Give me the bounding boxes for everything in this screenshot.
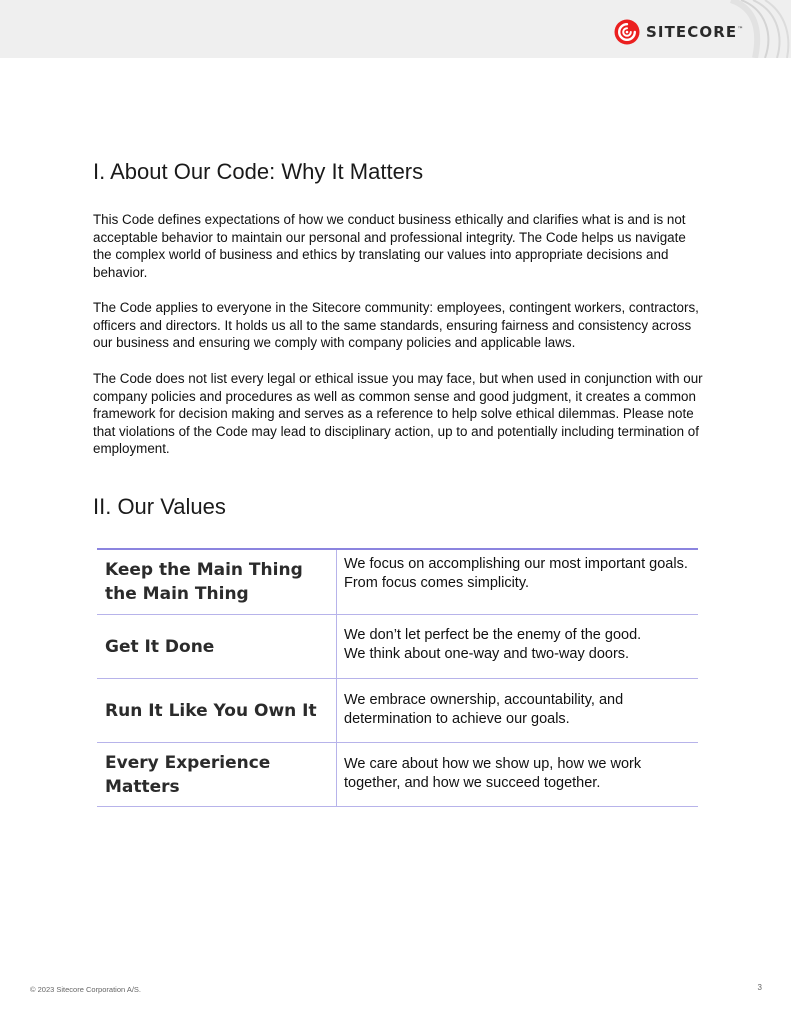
table-row	[97, 679, 698, 743]
page-header	[0, 0, 791, 58]
paragraph: The Code does not list every legal or ethical issue you may face, but when used in conjunction with our company policies and procedures as well as common sense and good judgment, it creates a common framework for decision making and serves as a reference to help solve ethical dilemmas. Please note that violations of the Code may lead to disciplinary action, up to and potentially including termination of employment.	[93, 371, 703, 456]
values-table	[97, 548, 698, 807]
page-number: 3	[757, 983, 762, 992]
value-description	[337, 615, 698, 678]
value-description-line: We care about how we show up, how we work together, and how we succeed together.	[344, 756, 642, 791]
value-description	[337, 550, 698, 614]
value-description	[337, 743, 698, 806]
value-description-line: We think about one-way and two-way doors.	[344, 646, 630, 662]
table-row	[97, 615, 698, 679]
table-row	[97, 743, 698, 807]
trademark-mark: ™	[737, 26, 745, 33]
table-row	[97, 550, 698, 615]
footer-copyright: © 2023 Sitecore Corporation A/S.	[30, 985, 142, 994]
sitecore-logo-icon	[614, 19, 640, 45]
value-name: Get It Done	[97, 615, 337, 678]
value-description	[337, 679, 698, 742]
value-name: Every Experience Matters	[97, 743, 337, 806]
paragraph: This Code defines expectations of how we conduct business ethically and clarifies what is and is not acceptable behavior to maintain our personal and professional integrity. The Code helps us navigate the complex world of business and ethics by translating our values into appropriate decisions and behavior.	[93, 212, 686, 280]
value-name: Keep the Main Thing the Main Thing	[97, 550, 337, 614]
section-heading-about: I. About Our Code: Why It Matters	[93, 159, 424, 184]
section-heading-values: II. Our Values	[93, 494, 226, 519]
value-description-line: We don’t let perfect be the enemy of the good.	[344, 627, 642, 643]
value-description-line: We embrace ownership, accountability, and determination to achieve our goals.	[344, 692, 624, 727]
brand-name: SITECORE™	[646, 23, 745, 41]
paragraph: The Code applies to everyone in the Sitecore community: employees, contingent workers, contractors, officers and directors. It holds us all to the same standards, ensuring fairness and consistency across our business and ensuring we comply with company policies and applicable laws.	[93, 300, 699, 350]
decorative-swoosh-icon	[721, 0, 791, 58]
value-name: Run It Like You Own It	[97, 679, 337, 742]
value-description-line: From focus comes simplicity.	[344, 575, 530, 591]
value-description-line: We focus on accomplishing our most important goals.	[344, 556, 688, 572]
